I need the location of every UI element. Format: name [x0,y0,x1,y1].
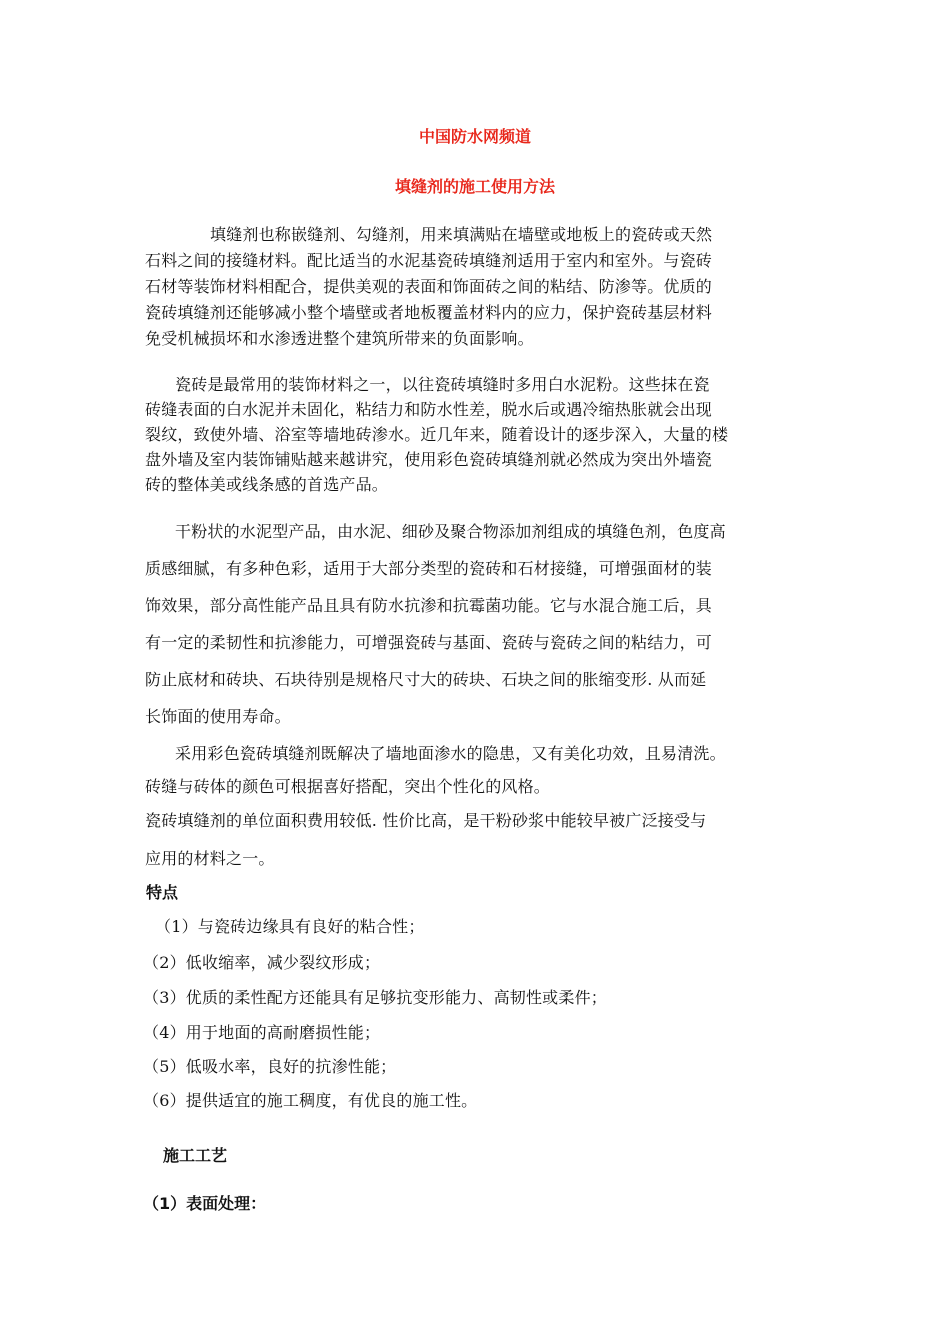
paragraph-2-line: 裂纹，致使外墙、浴室等墙地砖渗水。近几年来，随着设计的逐步深入，大量的楼 [145,425,729,444]
feature-item: （1）与瓷砖边缘具有良好的粘合性； [155,917,425,936]
process-heading: 施工工艺 [163,1146,228,1165]
paragraph-1-line: 免受机械损坏和水渗透进整个建筑所带来的负面影响。 [145,329,534,348]
paragraph-3-line: 饰效果，部分高性能产品且具有防水抗渗和抗霉菌功能。它与水混合施工后，具 [145,596,713,615]
paragraph-2-line: 砖的整体美或线条感的首选产品。 [145,475,389,494]
feature-item: （3）优质的柔性配方还能具有足够抗变形能力、高韧性或柔件； [143,988,607,1007]
paragraph-4-line: 采用彩色瓷砖填缝剂既解决了墙地面渗水的隐患，又有美化功效，且易清洗。 [175,744,726,763]
paragraph-1-line: 石材等装饰材料相配合，提供美观的表面和饰面砖之间的粘结、防渗等。优质的 [145,277,713,296]
feature-item: （2）低收缩率，减少裂纹形成； [143,953,381,972]
paragraph-3-line: 长饰面的使用寿命。 [145,707,291,726]
paragraph-1-line: 填缝剂也称嵌缝剂、勾缝剂，用来填满贴在墙壁或地板上的瓷砖或天然 [210,225,713,244]
article-title: 填缝剂的施工使用方法 [394,177,555,196]
paragraph-3-line: 干粉状的水泥型产品，由水泥、细砂及聚合物添加剂组成的填缝色剂，色度高 [175,522,726,541]
paragraph-3-line: 有一定的柔韧性和抗渗能力，可增强瓷砖与基面、瓷砖与瓷砖之间的粘结力，可 [145,633,713,652]
feature-item: （4）用于地面的高耐磨损性能； [143,1023,381,1042]
feature-item: （5）低吸水率，良好的抗渗性能； [143,1057,397,1076]
paragraph-1-line: 瓷砖填缝剂还能够减小整个墙壁或者地板覆盖材料内的应力，保护瓷砖基层材料 [145,303,713,322]
paragraph-2-line: 砖缝表面的白水泥并未固化，粘结力和防水性差，脱水后或遇冷缩热胀就会出现 [145,400,713,419]
feature-item: （6）提供适宜的施工稠度，有优良的施工性。 [143,1091,478,1110]
site-title: 中国防水网频道 [418,127,531,146]
paragraph-1-line: 石料之间的接缝材料。配比适当的水泥基瓷砖填缝剂适用于室内和室外。与瓷砖 [145,251,713,270]
paragraph-3-line: 质感细腻，有多种色彩，适用于大部分类型的瓷砖和石材接缝，可增强面材的装 [145,559,713,578]
paragraph-4-line: 砖缝与砖体的颜色可根据喜好搭配，突出个性化的风格。 [145,777,551,796]
paragraph-3-line: 防止底材和砖块、石块待别是规格尺寸大的砖块、石块之间的胀缩变形. 从而延 [145,670,707,689]
process-step-1: （1）表面处理： [143,1194,267,1213]
paragraph-2-line: 盘外墙及室内装饰铺贴越来越讲究，使用彩色瓷砖填缝剂就必然成为突出外墙瓷 [145,450,713,469]
features-heading: 特点 [146,883,179,902]
paragraph-4-line: 瓷砖填缝剂的单位面积费用较低. 性价比高，是干粉砂浆中能较早被广泛接受与 [145,811,707,830]
paragraph-4-line: 应用的材料之一。 [145,849,275,868]
paragraph-2-line: 瓷砖是最常用的装饰材料之一，以往瓷砖填缝时多用白水泥粉。这些抹在瓷 [175,375,710,394]
